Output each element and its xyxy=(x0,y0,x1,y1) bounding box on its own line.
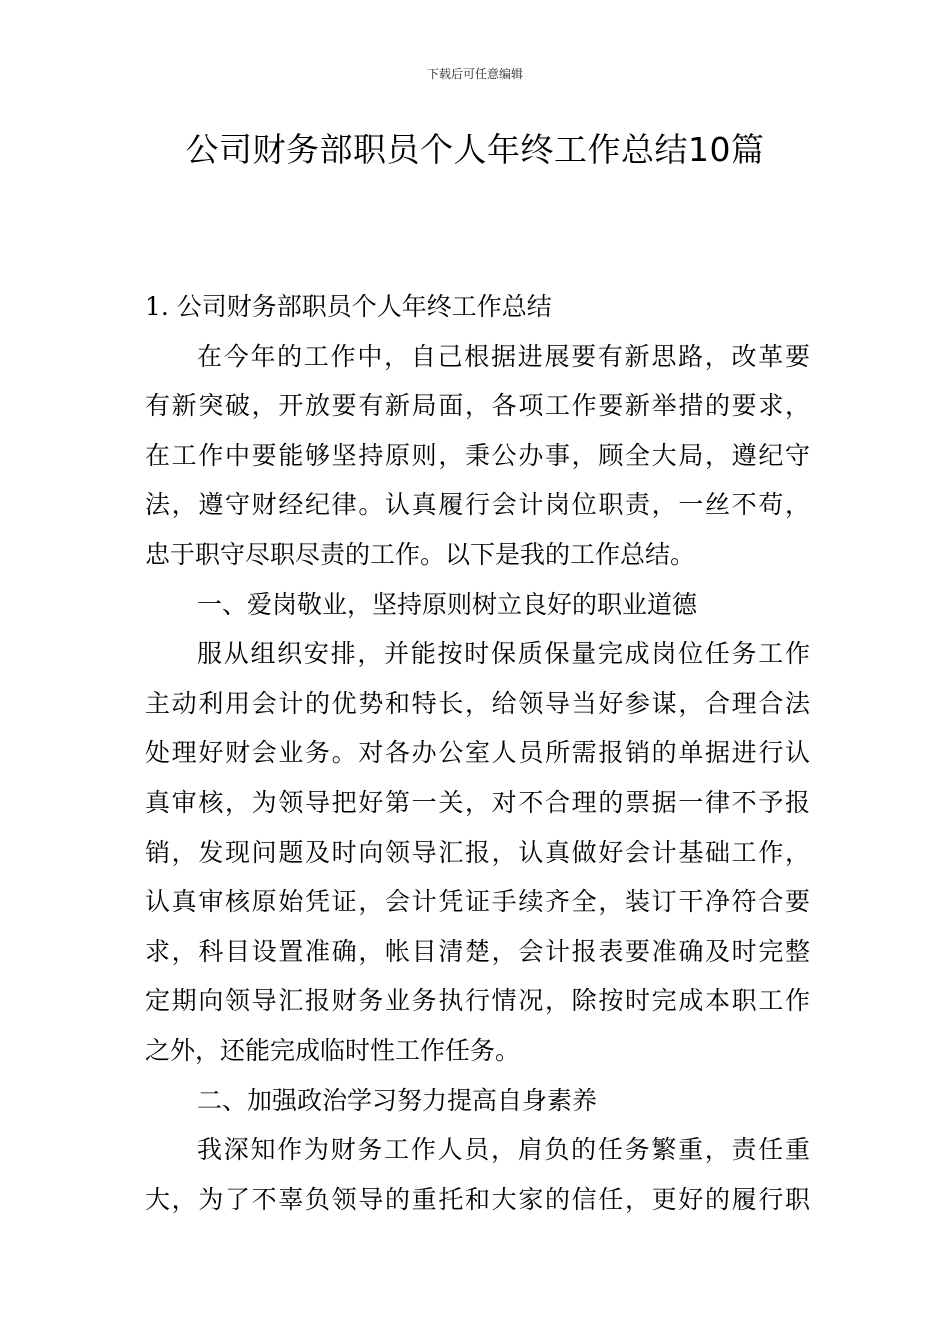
document-body xyxy=(145,282,810,1224)
paragraph-line: 主动利用会计的优势和特长，给领导当好参谋，合理合法 xyxy=(145,688,810,718)
paragraph-line: 销，发现问题及时向领导汇报，认真做好会计基础工作， xyxy=(145,837,810,867)
paragraph-line: 法，遵守财经纪律。认真履行会计岗位职责，一丝不苟， xyxy=(145,490,810,520)
paragraph-line: 处理好财会业务。对各办公室人员所需报销的单据进行认 xyxy=(145,738,810,768)
paragraph-line: 在工作中要能够坚持原则，秉公办事，顾全大局，遵纪守 xyxy=(145,440,810,470)
paragraph-line: 在今年的工作中，自己根据进展要有新思路，改革要 xyxy=(197,341,810,371)
header-note: 下载后可任意编辑 xyxy=(426,67,523,81)
paragraph-line: 定期向领导汇报财务业务执行情况，除按时完成本职工作 xyxy=(145,986,810,1016)
paragraph-line: 我深知作为财务工作人员，肩负的任务繁重，责任重 xyxy=(197,1135,810,1165)
paragraph-line: 忠于职守尽职尽责的工作。以下是我的工作总结。 xyxy=(145,539,696,569)
document-title: 公司财务部职员个人年终工作总结10篇 xyxy=(185,130,765,169)
paragraph-line: 服从组织安排，并能按时保质保量完成岗位任务工作 xyxy=(197,639,810,669)
paragraph-line: 之外，还能完成临时性工作任务。 xyxy=(145,1035,521,1065)
paragraph-line: 真审核，为领导把好第一关，对不合理的票据一律不予报 xyxy=(145,787,810,817)
paragraph-line: 认真审核原始凭证，会计凭证手续齐全，装订干净符合要 xyxy=(145,887,810,917)
paragraph-line: 大，为了不辜负领导的重托和大家的信任，更好的履行职 xyxy=(145,1184,810,1214)
paragraph-line: 求，科目设置准确，帐目清楚，会计报表要准确及时完整 xyxy=(145,936,810,966)
section-heading: 1. 公司财务部职员个人年终工作总结 xyxy=(145,292,552,321)
subsection-heading: 一、爱岗敬业，坚持原则树立良好的职业道德 xyxy=(197,589,698,619)
subsection-heading: 二、加强政治学习努力提高自身素养 xyxy=(197,1085,598,1115)
paragraph-line: 有新突破，开放要有新局面，各项工作要新举措的要求， xyxy=(145,391,810,421)
